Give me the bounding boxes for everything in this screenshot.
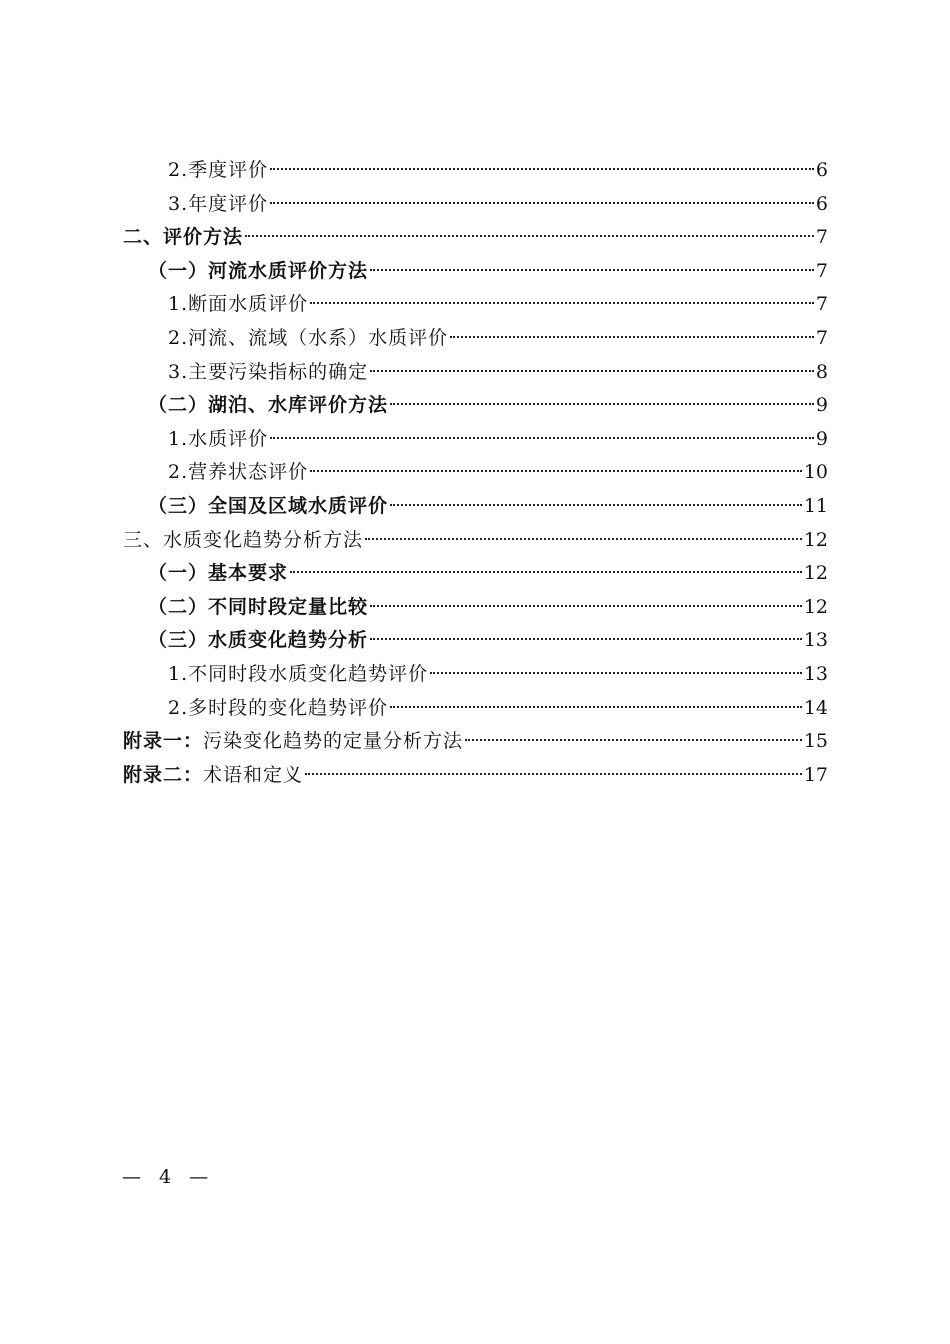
toc-entry[interactable] bbox=[123, 188, 828, 222]
toc-entry-title: （一）河流水质评价方法 bbox=[148, 259, 369, 282]
toc-entry-title: 2.河流、流域（水系）水质评价 bbox=[168, 326, 449, 349]
toc-leader-dots bbox=[310, 470, 802, 472]
toc-leader-dots bbox=[305, 773, 802, 775]
toc-entry-title: 1.不同时段水质变化趋势评价 bbox=[168, 662, 429, 685]
toc-leader-dots bbox=[370, 605, 802, 607]
toc-entry-page: 10 bbox=[803, 461, 828, 484]
toc-leader-dots bbox=[270, 437, 814, 439]
toc-entry-page: 7 bbox=[815, 259, 828, 282]
toc-entry-page: 13 bbox=[803, 662, 828, 685]
toc-entry-page: 12 bbox=[803, 528, 828, 551]
appendix-label: 附录二： bbox=[123, 763, 204, 786]
toc-entry-title: 2.营养状态评价 bbox=[168, 461, 309, 484]
toc-leader-dots bbox=[310, 302, 814, 304]
toc-leader-dots bbox=[450, 336, 814, 338]
toc-entry-title: （二）不同时段定量比较 bbox=[148, 595, 369, 618]
toc-entry[interactable] bbox=[123, 423, 828, 457]
toc-entry[interactable] bbox=[123, 221, 828, 255]
toc-entry[interactable] bbox=[123, 389, 828, 423]
toc-leader-dots bbox=[290, 571, 802, 573]
toc-entry-page: 6 bbox=[815, 192, 828, 215]
toc-leader-dots bbox=[270, 168, 814, 170]
toc-entry-page: 6 bbox=[815, 159, 828, 181]
table-of-contents bbox=[123, 154, 828, 792]
toc-leader-dots bbox=[465, 739, 802, 741]
toc-leader-dots bbox=[430, 672, 802, 674]
toc-entry-page: 8 bbox=[815, 360, 828, 383]
page-number: — 4 — bbox=[122, 1166, 215, 1188]
toc-leader-dots bbox=[365, 538, 802, 540]
toc-entry-page: 14 bbox=[803, 696, 828, 719]
toc-entry-title: 二、评价方法 bbox=[123, 226, 244, 249]
toc-entry[interactable] bbox=[123, 154, 828, 188]
toc-entry-title bbox=[123, 725, 463, 759]
toc-leader-dots bbox=[245, 235, 814, 237]
toc-leader-dots bbox=[390, 403, 814, 405]
toc-entry-title: 2.季度评价 bbox=[168, 159, 269, 181]
toc-entry-title: （一）基本要求 bbox=[148, 562, 289, 585]
toc-entry[interactable] bbox=[123, 759, 828, 793]
toc-entry[interactable] bbox=[123, 591, 828, 625]
toc-leader-dots bbox=[270, 202, 814, 204]
toc-entry[interactable] bbox=[123, 557, 828, 591]
toc-entry[interactable] bbox=[123, 624, 828, 658]
toc-entry-title: 2.多时段的变化趋势评价 bbox=[168, 696, 389, 719]
toc-entry-page: 7 bbox=[815, 226, 828, 249]
toc-entry-page: 7 bbox=[815, 326, 828, 349]
toc-leader-dots bbox=[390, 504, 802, 506]
toc-entry-page: 9 bbox=[815, 394, 828, 417]
appendix-title: 术语和定义 bbox=[203, 763, 304, 786]
toc-entry-page: 11 bbox=[803, 494, 828, 517]
toc-entry-title: 3.年度评价 bbox=[168, 192, 269, 215]
toc-entry-title: （二）湖泊、水库评价方法 bbox=[148, 394, 389, 417]
toc-entry[interactable] bbox=[123, 692, 828, 726]
toc-entry-page: 17 bbox=[803, 763, 828, 786]
toc-leader-dots bbox=[370, 370, 814, 372]
toc-entry[interactable] bbox=[123, 725, 828, 759]
toc-leader-dots bbox=[390, 706, 802, 708]
toc-entry[interactable] bbox=[123, 456, 828, 490]
appendix-title: 污染变化趋势的定量分析方法 bbox=[203, 730, 464, 753]
toc-entry[interactable] bbox=[123, 356, 828, 390]
toc-entry-page: 12 bbox=[803, 562, 828, 585]
toc-entry-title bbox=[123, 759, 303, 793]
toc-entry[interactable] bbox=[123, 524, 828, 558]
toc-entry-page: 15 bbox=[803, 730, 828, 753]
appendix-label: 附录一： bbox=[123, 730, 204, 753]
toc-entry[interactable] bbox=[123, 255, 828, 289]
toc-entry[interactable] bbox=[123, 288, 828, 322]
toc-entry[interactable] bbox=[123, 322, 828, 356]
toc-entry[interactable] bbox=[123, 658, 828, 692]
toc-entry-title: 三、水质变化趋势分析方法 bbox=[123, 528, 364, 551]
toc-entry-page: 7 bbox=[815, 293, 828, 316]
toc-entry-title: 3.主要污染指标的确定 bbox=[168, 360, 369, 383]
toc-entry-title: 1.断面水质评价 bbox=[168, 293, 309, 316]
toc-entry-page: 13 bbox=[803, 629, 828, 652]
toc-entry-page: 9 bbox=[815, 427, 828, 450]
toc-entry-title: （三）全国及区域水质评价 bbox=[148, 494, 389, 517]
toc-entry[interactable] bbox=[123, 490, 828, 524]
toc-entry-title: （三）水质变化趋势分析 bbox=[148, 629, 369, 652]
toc-entry-title: 1.水质评价 bbox=[168, 427, 269, 450]
toc-entry-page: 12 bbox=[803, 595, 828, 618]
toc-leader-dots bbox=[370, 269, 814, 271]
toc-leader-dots bbox=[370, 638, 802, 640]
